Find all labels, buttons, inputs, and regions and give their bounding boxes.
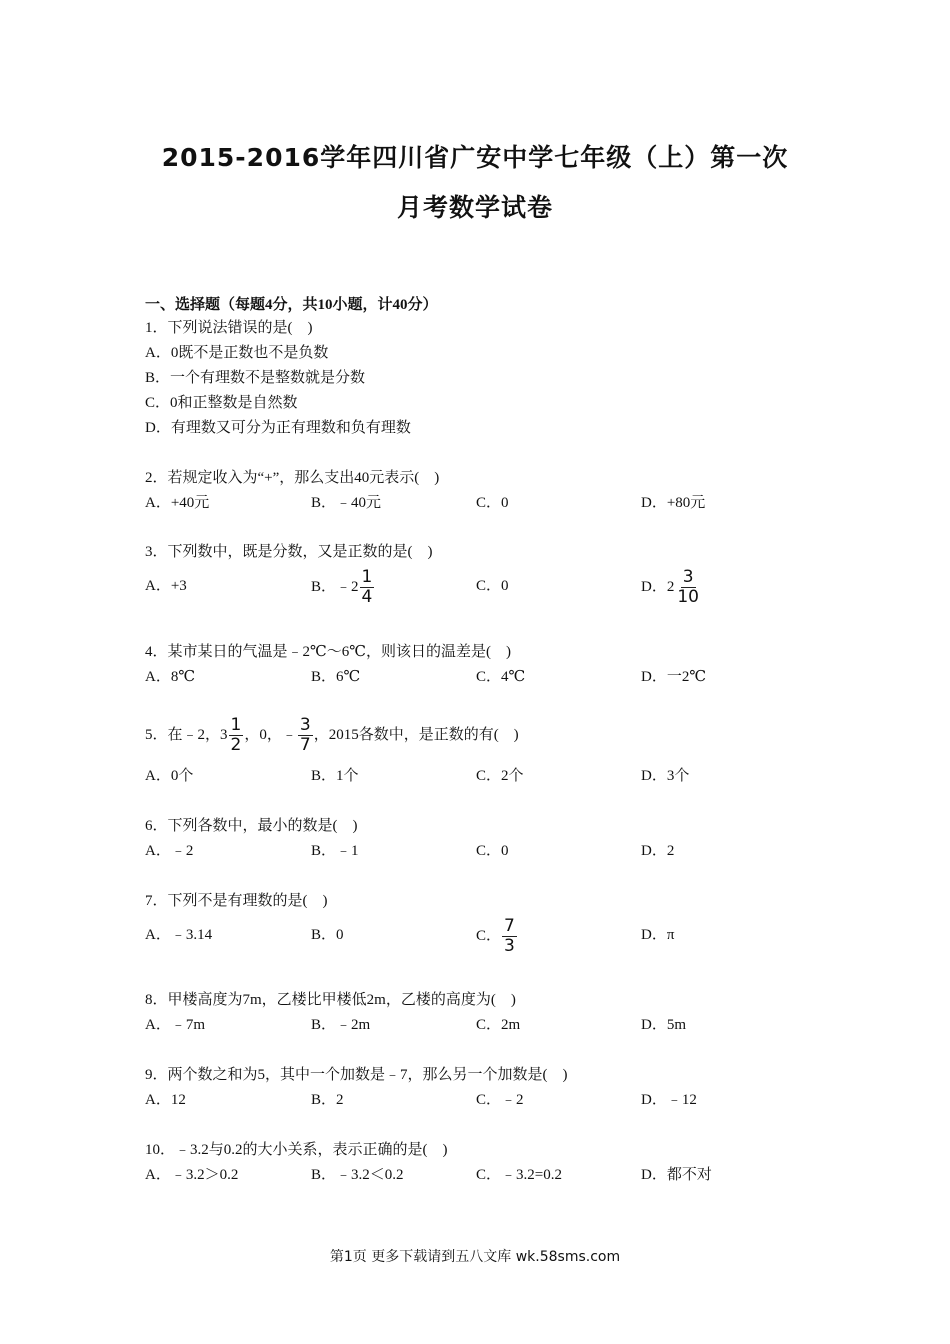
q8-stem: 8．甲楼高度为7m，乙楼比甲楼低2m，乙楼的高度为( ) [145, 992, 516, 1008]
q3-option-b-prefix: B．﹣2 [311, 578, 359, 595]
q8-option-b: B．﹣2m [311, 1017, 371, 1033]
q3-option-d [641, 568, 702, 607]
q3-option-b [311, 568, 375, 607]
q7-option-c-fraction [502, 917, 517, 956]
fraction-numerator: 7 [504, 916, 515, 936]
q6-option-a: A．﹣2 [145, 843, 194, 859]
q3-option-d-prefix: D．2 [641, 578, 675, 595]
q7-option-d: D．π [641, 927, 675, 943]
q5-stem-part1: 5．在﹣2，3 [145, 726, 228, 743]
q2-stem: 2．若规定收入为“+”，那么支出40元表示( ) [145, 470, 440, 486]
q1-stem: 1．下列说法错误的是( ) [145, 320, 313, 336]
page-footer: 第1页 更多下载请到五八文库 wk.58sms.com [329, 1249, 621, 1265]
q1-option-b: B．一个有理数不是整数就是分数 [145, 370, 366, 386]
q4-stem: 4．某市某日的气温是﹣2℃～6℃，则该日的温差是( ) [145, 644, 512, 660]
q5-option-b: B．1个 [311, 768, 359, 784]
q6-option-b: B．﹣1 [311, 843, 359, 859]
q2-option-a: A．+40元 [145, 495, 210, 511]
page-title-line2: 月考数学试卷 [396, 193, 553, 222]
page-title-line1: 2015-2016学年四川省广安中学七年级（上）第一次 [161, 143, 789, 172]
fraction-numerator: 1 [361, 567, 373, 587]
q9-option-c: C．﹣2 [476, 1092, 524, 1108]
q1-option-d: D．有理数又可分为正有理数和负有理数 [145, 420, 411, 436]
q8-option-d: D．5m [641, 1017, 687, 1033]
q4-option-b: B．6℃ [311, 669, 361, 685]
q1-option-c: C．0和正整数是自然数 [145, 395, 298, 411]
q9-option-a: A．12 [145, 1092, 186, 1108]
q5-option-a: A．0个 [145, 768, 194, 784]
q8-option-a: A．﹣7m [145, 1017, 206, 1033]
q8-option-c: C．2m [476, 1017, 521, 1033]
fraction-denominator: 3 [504, 936, 515, 956]
q7-option-c [476, 917, 518, 956]
fraction-numerator: 3 [299, 715, 311, 735]
q5-stem-part3: ，2015各数中，是正数的有( ) [313, 726, 519, 743]
q10-option-d: D．都不对 [641, 1167, 712, 1183]
q10-stem: 10．﹣3.2与0.2的大小关系，表示正确的是( ) [145, 1142, 448, 1158]
fraction-denominator: 2 [230, 735, 242, 755]
q3-option-c: C．0 [476, 578, 509, 594]
q10-option-a: A．﹣3.2＞0.2 [145, 1167, 239, 1183]
q5-fraction-2 [298, 716, 313, 755]
q9-option-b: B．2 [311, 1092, 344, 1108]
q4-option-a: A．8℃ [145, 669, 196, 685]
fraction-numerator: 3 [682, 567, 694, 587]
q9-option-d: D．﹣12 [641, 1092, 697, 1108]
q7-option-a: A．﹣3.14 [145, 927, 213, 943]
q5-option-c: C．2个 [476, 768, 524, 784]
q2-option-d: D．+80元 [641, 495, 706, 511]
q5-fraction-1 [229, 716, 244, 755]
q7-stem: 7．下列不是有理数的是( ) [145, 893, 328, 909]
q5-option-d: D．3个 [641, 768, 690, 784]
q2-option-b: B．﹣40元 [311, 495, 382, 511]
q5-stem-part2: ，0，﹣ [244, 726, 297, 743]
q2-option-c: C．0 [476, 495, 509, 511]
q1-option-a: A．0既不是正数也不是负数 [145, 345, 329, 361]
fraction-denominator: 10 [677, 587, 699, 607]
q10-option-c: C．﹣3.2=0.2 [476, 1167, 562, 1183]
q9-stem: 9．两个数之和为5，其中一个加数是﹣7，那么另一个加数是( ) [145, 1067, 568, 1083]
q5-stem [145, 716, 519, 755]
q4-option-d: D．一2℃ [641, 669, 707, 685]
fraction-denominator: 4 [361, 587, 373, 607]
fraction-numerator: 1 [230, 715, 242, 735]
q3-option-d-fraction [675, 568, 701, 607]
section-heading: 一、选择题（每题4分，共10小题，计40分） [145, 297, 438, 313]
q7-option-c-prefix: C． [476, 927, 502, 944]
q6-option-d: D．2 [641, 843, 675, 859]
q4-option-c: C．4℃ [476, 669, 526, 685]
q10-option-b: B．﹣3.2＜0.2 [311, 1167, 404, 1183]
q6-option-c: C．0 [476, 843, 509, 859]
q3-option-a: A．+3 [145, 578, 187, 594]
q3-option-b-fraction [360, 568, 375, 607]
fraction-denominator: 7 [299, 735, 311, 755]
q3-stem: 3．下列数中，既是分数，又是正数的是( ) [145, 544, 433, 560]
q7-option-b: B．0 [311, 927, 344, 943]
q6-stem: 6．下列各数中，最小的数是( ) [145, 818, 358, 834]
